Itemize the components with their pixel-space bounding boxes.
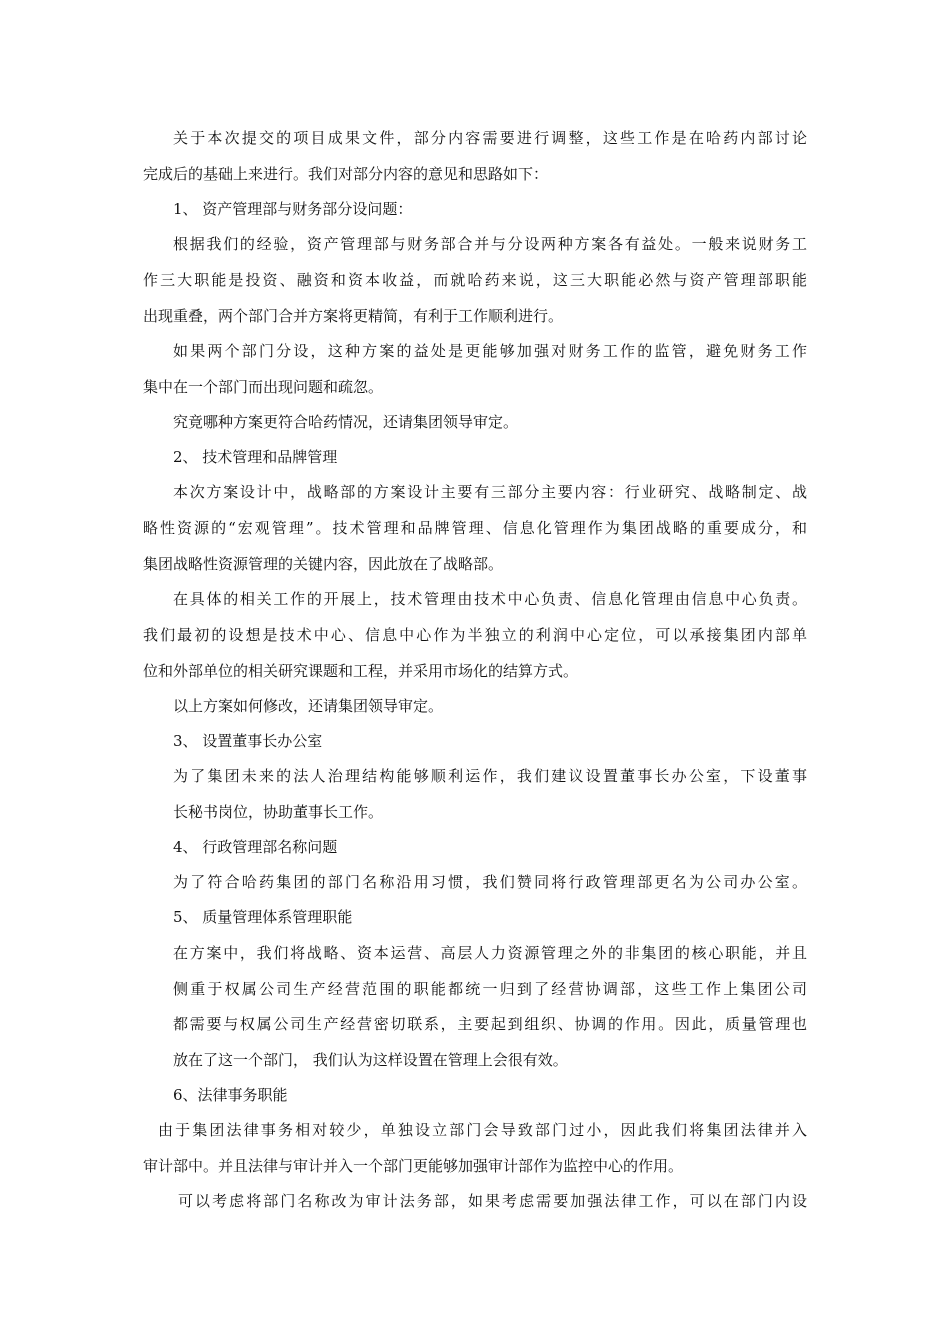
paragraph-line: 审计部中。并且法律与审计并入一个部门更能够加强审计部作为监控中心的作用。 xyxy=(143,1157,684,1175)
paragraph-line: 略性资源的“宏观管理”。技术管理和品牌管理、信息化管理作为集团战略的重要成分，和 xyxy=(143,519,807,537)
paragraph-line: 侧重于权属公司生产经营范围的职能都统一归到了经营协调部，这些工作上集团公司 xyxy=(173,980,807,998)
paragraph-line: 由于集团法律事务相对较少，单独设立部门会导致部门过小，因此我们将集团法律并入 xyxy=(158,1121,807,1139)
paragraph-line: 出现重叠，两个部门合并方案将更精简，有利于工作顺利进行。 xyxy=(143,307,564,325)
paragraph-line: 在方案中，我们将战略、资本运营、高层人力资源管理之外的非集团的核心职能，并且 xyxy=(173,944,807,962)
paragraph-line: 以上方案如何修改，还请集团领导审定。 xyxy=(173,697,444,715)
paragraph-line: 根据我们的经验，资产管理部与财务部合并与分设两种方案各有益处。一般来说财务工 xyxy=(173,235,807,253)
section-heading: 5、 质量管理体系管理职能 xyxy=(173,908,353,926)
section-heading: 3、 设置董事长办公室 xyxy=(173,732,323,750)
section-heading: 2、 技术管理和品牌管理 xyxy=(173,448,338,466)
paragraph-line: 如果两个部门分设，这种方案的益处是更能够加强对财务工作的监管，避免财务工作 xyxy=(173,342,807,360)
paragraph-line: 为了符合哈药集团的部门名称沿用习惯，我们赞同将行政管理部更名为公司办公室。 xyxy=(173,873,807,891)
paragraph-line: 放在了这一个部门， 我们认为这样设置在管理上会很有效。 xyxy=(173,1051,568,1069)
paragraph-line: 都需要与权属公司生产经营密切联系，主要起到组织、协调的作用。因此，质量管理也 xyxy=(173,1015,807,1033)
paragraph-line: 作三大职能是投资、融资和资本收益，而就哈药来说，这三大职能必然与资产管理部职能 xyxy=(143,271,807,289)
paragraph-line: 位和外部单位的相关研究课题和工程，并采用市场化的结算方式。 xyxy=(143,662,579,680)
paragraph-line: 究竟哪种方案更符合哈药情况，还请集团领导审定。 xyxy=(173,413,519,431)
section-heading: 4、 行政管理部名称问题 xyxy=(173,838,338,856)
paragraph-line: 关于本次提交的项目成果文件，部分内容需要进行调整，这些工作是在哈药内部讨论 xyxy=(173,129,807,147)
section-heading: 6、法律事务职能 xyxy=(173,1086,288,1104)
paragraph-line: 我们最初的设想是技术中心、信息中心作为半独立的利润中心定位，可以承接集团内部单 xyxy=(143,626,807,644)
paragraph-line: 可以考虑将部门名称改为审计法务部，如果考虑需要加强法律工作，可以在部门内设 xyxy=(178,1192,807,1210)
paragraph-line: 集中在一个部门而出现问题和疏忽。 xyxy=(143,378,384,396)
paragraph-line: 长秘书岗位，协助董事长工作。 xyxy=(173,803,384,821)
paragraph-line: 在具体的相关工作的开展上，技术管理由技术中心负责、信息化管理由信息中心负责。 xyxy=(173,590,807,608)
paragraph-line: 集团战略性资源管理的关键内容，因此放在了战略部。 xyxy=(143,555,504,573)
paragraph-line: 本次方案设计中，战略部的方案设计主要有三部分主要内容：行业研究、战略制定、战 xyxy=(173,483,807,501)
paragraph-line: 完成后的基础上来进行。我们对部分内容的意见和思路如下： xyxy=(143,165,549,183)
paragraph-line: 为了集团未来的法人治理结构能够顺利运作，我们建议设置董事长办公室，下设董事 xyxy=(173,767,807,785)
section-heading: 1、 资产管理部与财务部分设问题： xyxy=(173,200,413,218)
